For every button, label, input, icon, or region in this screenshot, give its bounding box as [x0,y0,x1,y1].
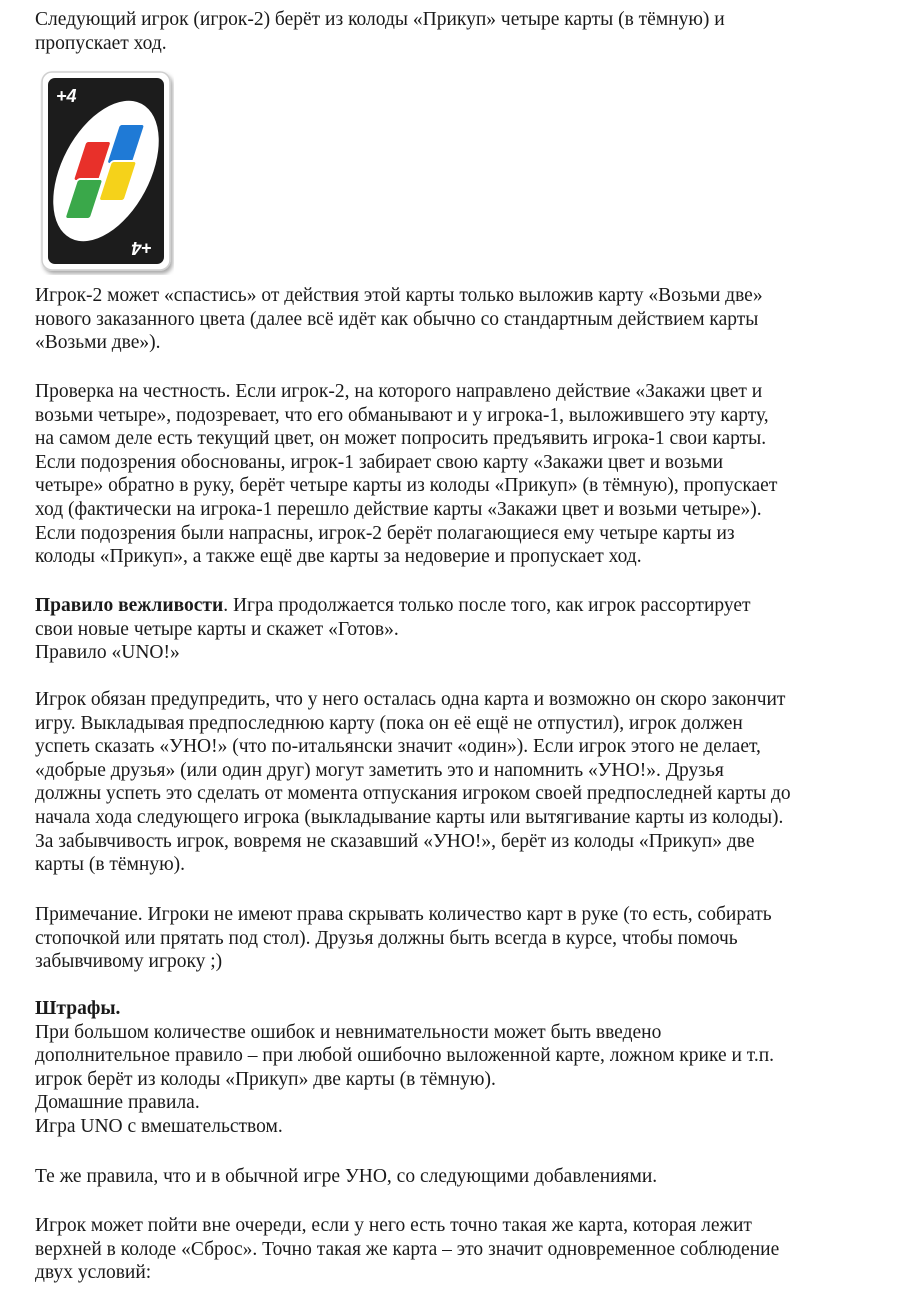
paragraph-out-of-turn: Игрок может пойти вне очереди, если у него есть точно такая же карта, которая лежит верхней в колоде «Сброс». Точно такая же карта – это значит одновременное соблюдение двух условий: [35,1215,780,1284]
politeness-rule-heading: Правило вежливости [35,595,224,616]
paragraph-penalties [35,997,885,1139]
paragraph-same-rules: Те же правила, что и в обычной игре УНО, со следующими добавлениями. [35,1166,658,1187]
paragraph-note: Примечание. Игроки не имеют права скрывать количество карт в руке (то есть, собирать стопочкой или прятать под стол). Друзья должны быть всегда в курсе, чтобы помочь забывчивому игроку ;) [35,904,772,973]
card-label-bottom: +4 [131,238,152,258]
wild-draw-four-card-icon [40,70,174,275]
politeness-rule-text: . Игра продолжается только после того, как игрок рассортирует свои новые четыре карты и скажет «Готов». Правило «UNO!» [35,595,751,664]
paragraph-honesty-check: Проверка на честность. Если игрок-2, на которого направлено действие «Закажи цвет и возьми четыре», подозревает, что его обманывают и у игрока-1, выложившего эту карту, на самом деле есть текущий цвет, он может попросить предъявить игрока-1 свои карты. Если подозрения обоснованы, игрок-1 забирает свою карту «Закажи цвет и возьми четыре» обратно в руку, берёт четыре карты из колоды «Прикуп» (в тёмную), пропускает ход (фактически на игрока-1 перешло действие карты «Закажи цвет и возьми четыре»). Если подозрения были напрасны, игрок-2 берёт полагающиеся ему четыре карты из колоды «Прикуп», а также ещё две карты за недоверие и пропускает ход. [35,381,778,568]
penalties-text: При большом количестве ошибок и невнимательности может быть введено дополнительное правило – при любой ошибочно выложенной карте, ложном крике и т.п. игрок берёт из колоды «Прикуп» две карты (в тёмную). Домашние правила. Игра UNO с вмешательством. [35,1021,775,1137]
paragraph-politeness-rule [35,594,885,665]
penalties-heading: Штрафы. [35,998,121,1019]
intro-line-2: пропускает ход. [35,32,167,54]
intro-line-1: Следующий игрок (игрок-2) берёт из колоды «Прикуп» четыре карты (в тёмную) и [35,9,725,30]
paragraph-uno-rule: Игрок обязан предупредить, что у него осталась одна карта и возможно он скоро закончит игру. Выкладывая предпоследнюю карту (пока он её ещё не отпустил), игрок должен успеть сказать «УНО!» (что по-итальянски значит «один»). Если игрок этого не делает, «добрые друзья» (или один друг) могут заметить это и напомнить «УНО!». Друзья должны успеть это сделать от момента отпускания игроком своей предпоследней карты до начала хода следующего игрока (выкладывание карты или вытягивание карты из колоды). За забывчивость игрок, вовремя не сказавший «УНО!», берёт из колоды «Прикуп» две карты (в тёмную). [35,689,791,876]
wild-draw-four-card [40,70,174,275]
intro-paragraph [35,8,885,55]
paragraph-1: Игрок-2 может «спастись» от действия этой карты только выложив карту «Возьми две» нового заказанного цвета (далее всё идёт как обычно со стандартным действием карты «Возьми две»). [35,285,763,354]
card-label-top: +4 [56,86,77,106]
